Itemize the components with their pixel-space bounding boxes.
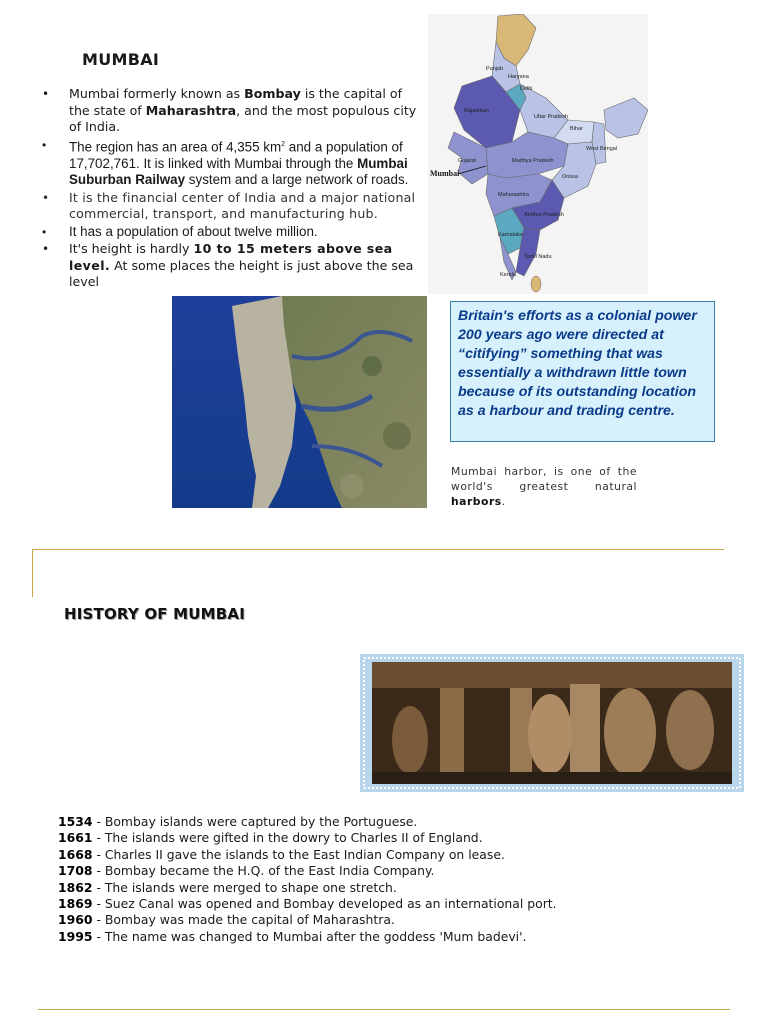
map-label-karnataka: Karnataka bbox=[498, 232, 524, 238]
bullet-item-1: • Mumbai formerly known as Bombay is the capital of the state of Maharashtra, and the most populous city of India. bbox=[40, 86, 425, 136]
map-label-maharashtra: Maharashtra bbox=[498, 192, 529, 198]
map-label-orissa: Orissa bbox=[562, 174, 578, 180]
map-label-up: Uttar Pradesh bbox=[534, 114, 568, 120]
timeline-item: 1869 - Suez Canal was opened and Bombay developed as an international port. bbox=[58, 896, 557, 912]
map-label-rajasthan: Rajasthan bbox=[464, 108, 489, 114]
page-title: MUMBAI bbox=[82, 50, 160, 69]
map-label-gujarat: Gujarat bbox=[458, 158, 477, 164]
bullet-item-2: • The region has an area of 4,355 $km^2$ and a population of 17,702,761. It is linked with Mumbai through the Mumbai Suburban Railway system and a large network of roads. bbox=[40, 137, 425, 189]
mumbai-pointer-label: Mumbai bbox=[430, 169, 460, 178]
harbor-caption: Mumbai harbor, is one of the world's greatest natural harbors. bbox=[451, 465, 637, 508]
quote-box: Britain's efforts as a colonial power 200 years ago were directed at “citifying” something that was essentially a withdrawn little town because of its outstanding location as a harbour and trading centre. bbox=[450, 301, 715, 442]
footer-divider bbox=[38, 1009, 730, 1010]
map-label-delhi: Delhi bbox=[520, 86, 533, 92]
timeline-item: 1995 - The name was changed to Mumbai after the goddess 'Mum badevi'. bbox=[58, 928, 527, 944]
section-divider-vertical bbox=[32, 549, 33, 597]
map-label-punjab: Punjab bbox=[486, 66, 504, 72]
history-title: HISTORY OF MUMBAI bbox=[64, 605, 246, 623]
timeline-item: 1668 - Charles II gave the islands to the East Indian Company on lease. bbox=[58, 846, 505, 862]
map-label-andhra: Andhra Pradesh bbox=[524, 212, 564, 218]
bullet-item-3: • It is the financial center of India and a major national commercial, transport, and manufacturing hub. bbox=[40, 190, 425, 223]
map-label-kerala: Kerala bbox=[500, 272, 516, 278]
bullet-item-4: • It has a population of about twelve million. bbox=[40, 224, 425, 241]
history-timeline bbox=[58, 814, 708, 945]
map-label-mp: Madhya Pradesh bbox=[512, 158, 554, 164]
timeline-item: 1534 - Bombay islands were captured by the Portuguese. bbox=[58, 814, 418, 829]
timeline-item: 1862 - The islands were merged to shape one stretch. bbox=[58, 879, 397, 895]
timeline-item: 1708 - Bombay became the H.Q. of the East India Company. bbox=[58, 863, 435, 879]
india-map bbox=[428, 14, 648, 294]
section-divider bbox=[32, 549, 724, 550]
satellite-image bbox=[172, 296, 427, 508]
timeline-item: 1960 - Bombay was made the capital of Maharashtra. bbox=[58, 912, 395, 928]
bullet-item-5: • It's height is hardly 10 to 15 meters above sea level. At some places the height is just above the sea level bbox=[40, 241, 425, 291]
map-label-wb: West Bengal bbox=[586, 146, 618, 152]
timeline-item: 1661 - The islands were gifted in the dowry to Charles II of England. bbox=[58, 830, 483, 846]
map-label-haryana: Haryana bbox=[508, 74, 529, 80]
map-label-bihar: Bihar bbox=[570, 126, 583, 132]
elephanta-cave-image bbox=[360, 654, 744, 792]
intro-bullet-list bbox=[40, 86, 425, 292]
map-label-tamilnadu: Tamil Nadu bbox=[524, 254, 552, 260]
